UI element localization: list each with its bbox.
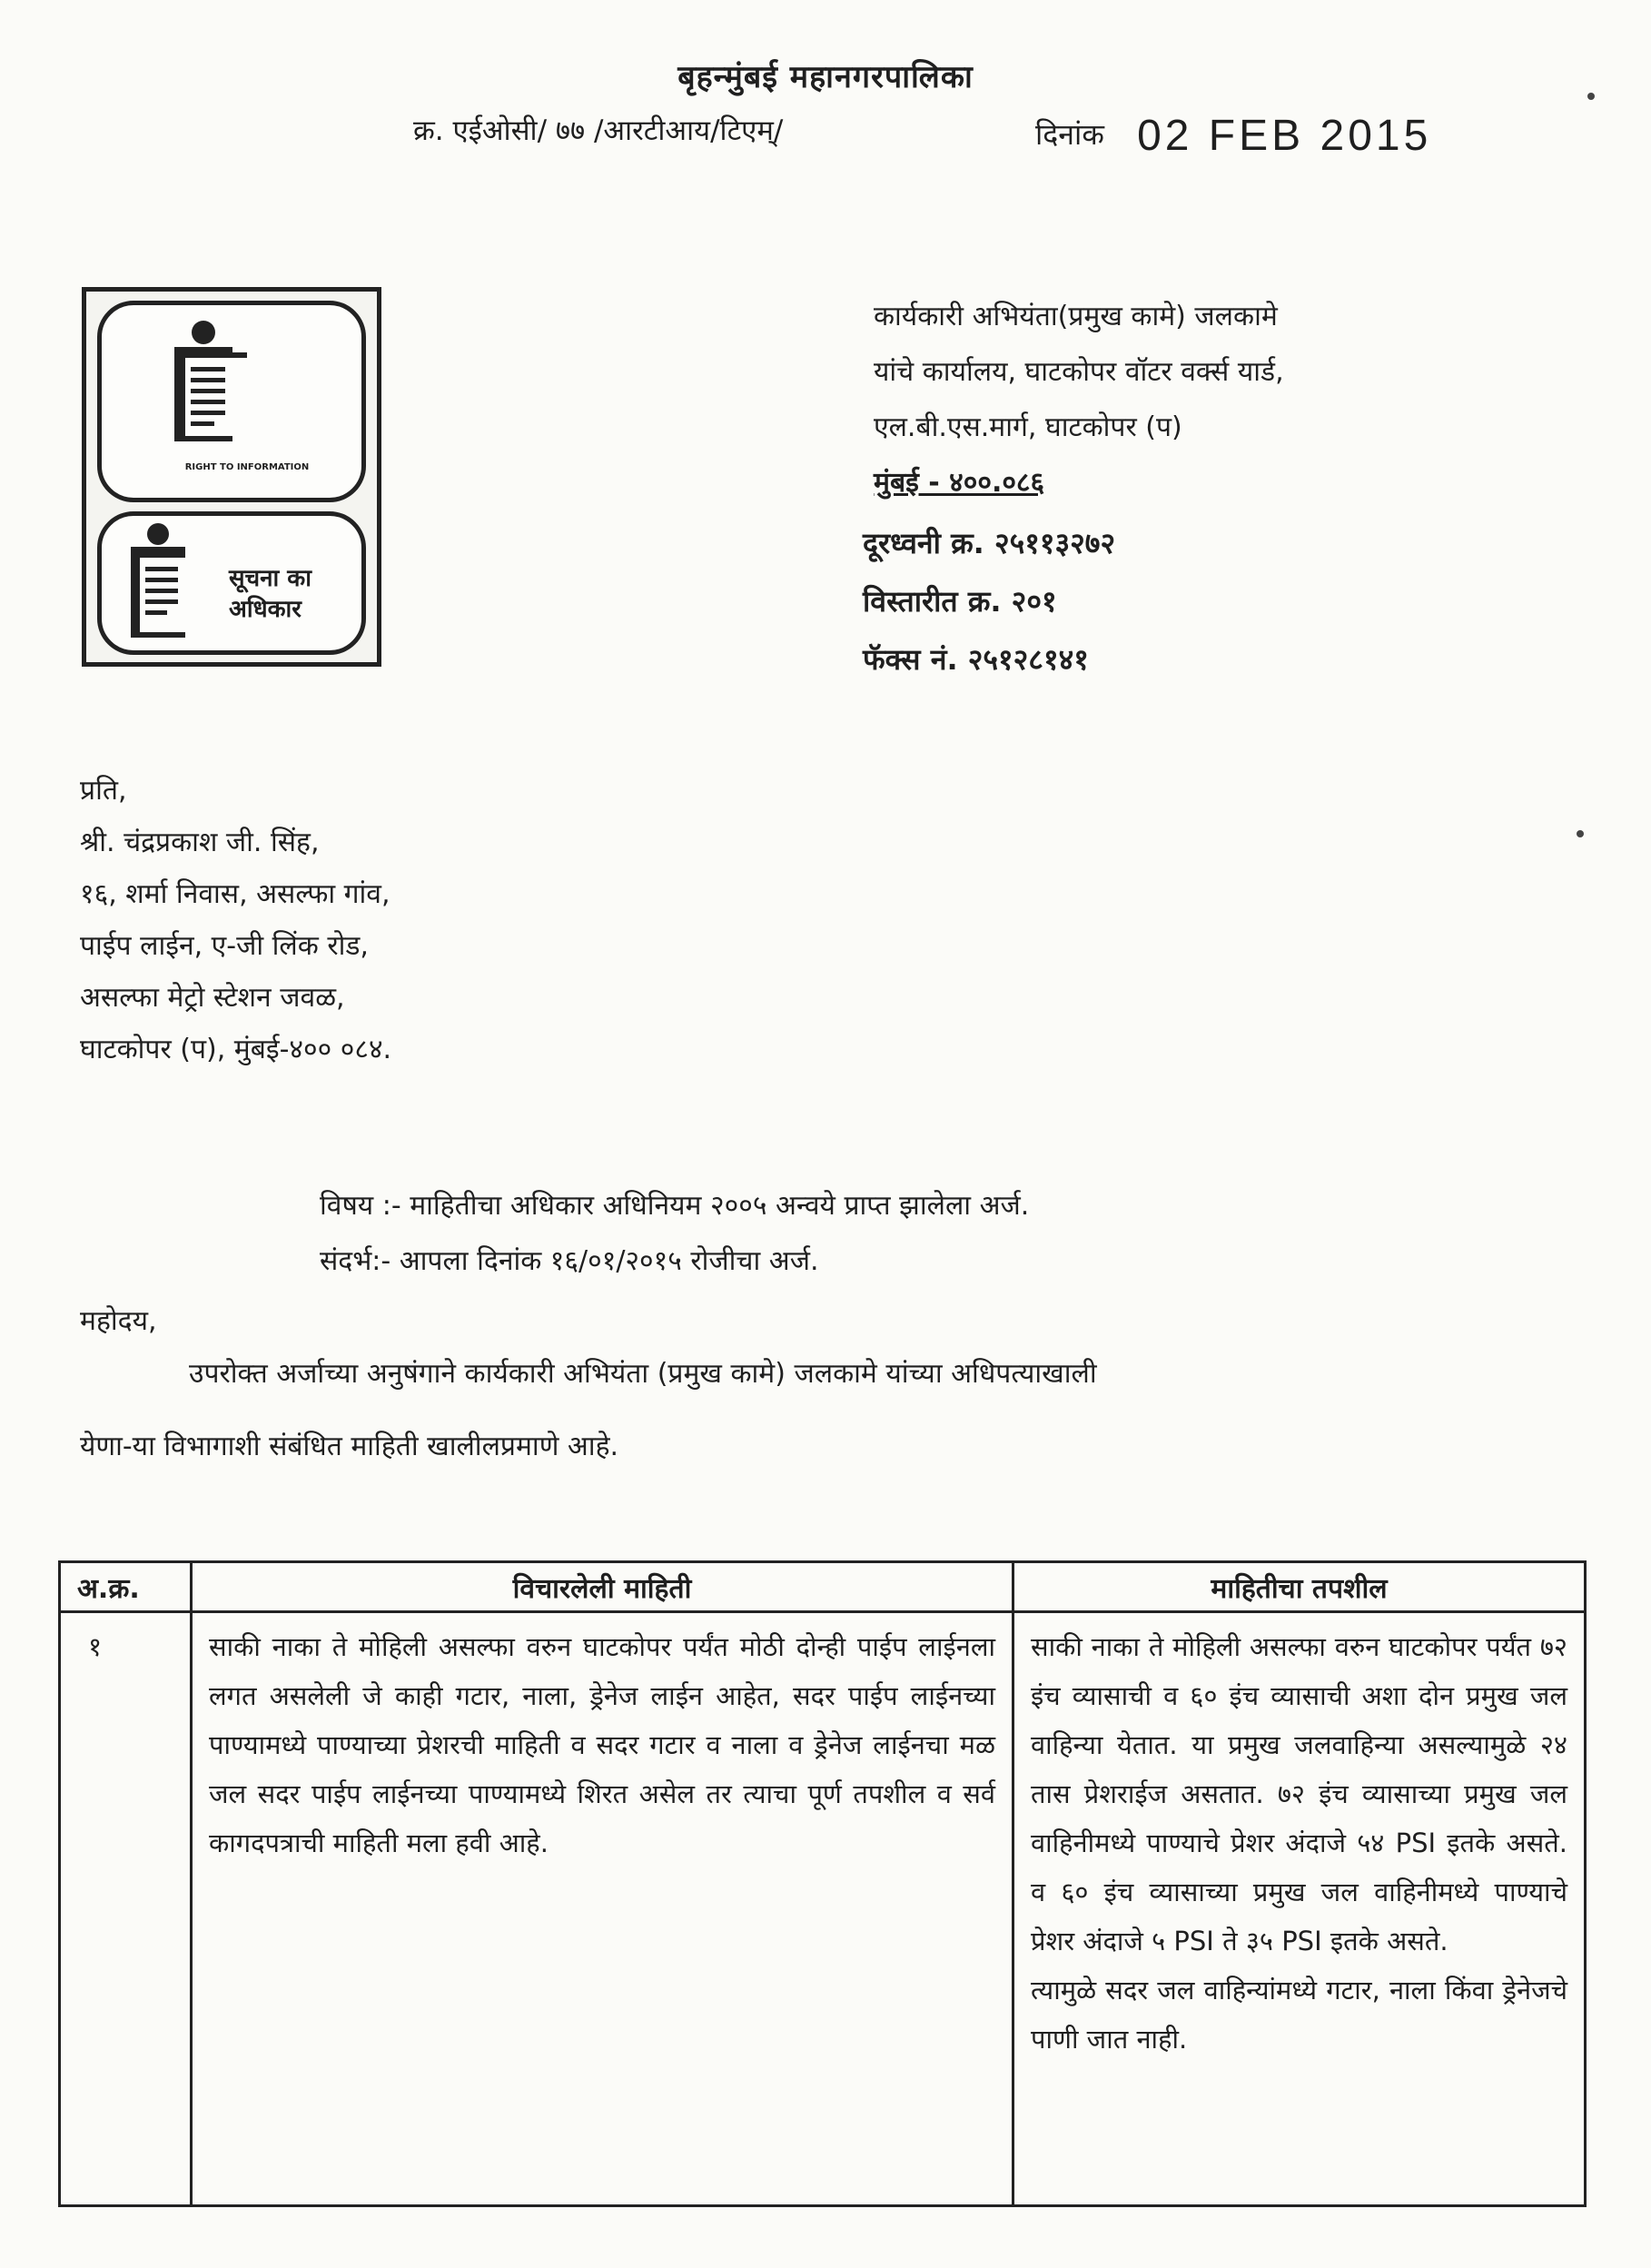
office-address bbox=[874, 289, 1618, 510]
row-serial: १ bbox=[60, 1612, 192, 2206]
rti-logo-english-panel bbox=[97, 301, 366, 502]
fax-number: फॅक्स नं. २५१२८१४१ bbox=[863, 642, 1089, 677]
rti-caption-hindi-line2: अधिकार bbox=[229, 596, 302, 623]
recipient-address-2: पाईप लाईन, ए-जी लिंक रोड, bbox=[80, 930, 369, 962]
row-requested-info: साकी नाका ते मोहिली असल्फा वरुन घाटकोपर पर्यंत मोठी दोन्ही पाईप लाईनला लगत असलेली जे काही गटार, नाला, ड्रेनेज लाईन आहेत, सदर पाईप लाईनच्या पाण्यामध्ये पाण्याच्या प्रेशरची माहिती व सदर गटार व नाला व ड्रेनेज लाईनचा मळ जल सदर पाईप लाईनच्या पाण्यामध्ये शिरत असेल तर त्याचा पूर्ण तपशील व सर्व कागदपत्राची माहिती मला हवी आहे. bbox=[192, 1612, 1013, 2206]
office-city-pincode: मुंबई - ४००.०८६ bbox=[874, 467, 1045, 499]
subject-block bbox=[320, 1178, 1029, 1289]
table-row bbox=[60, 1612, 1586, 2206]
document-person-icon bbox=[165, 316, 274, 452]
office-contacts bbox=[863, 514, 1115, 688]
rti-caption-hindi bbox=[229, 563, 311, 625]
rti-caption-english: RIGHT TO INFORMATION bbox=[184, 462, 310, 472]
header-info-details: माहितीचा तपशील bbox=[1013, 1562, 1586, 1612]
date-label: दिनांक bbox=[1035, 117, 1104, 152]
date-stamp: 02 FEB 2015 bbox=[1137, 112, 1432, 160]
recipient-block bbox=[80, 765, 391, 1075]
organization-name: बृहन्मुंबई महानगरपालिका bbox=[677, 59, 974, 95]
details-text: साकी नाका ते मोहिली असल्फा वरुन घाटकोपर पर्यंत ७२ इंच व्यासाची व ६० इंच व्यासाची अशा दोन प्रमुख जल वाहिन्या येतात. या प्रमुख जलवाहिन्या असल्यामुळे २४ तास प्रेशराईज असतात. ७२ इंच व्यासाच्या प्रमुख जल वाहिनीमध्ये पाण्याचे प्रेशर अंदाजे ५४ PSI इतके असते. व ६० इंच व्यासाच्या प्रमुख जल वाहिनीमध्ये पाण्याचे प्रेशर अंदाजे ५ PSI ते ३५ PSI इतके असते. bbox=[1031, 1631, 1567, 1956]
reference-number: क्र. एईओसी/ ७७ /आरटीआय/टिएम्/ bbox=[413, 114, 784, 147]
extension-number: विस्तारीत क्र. २०१ bbox=[863, 584, 1057, 619]
scan-speck bbox=[1587, 93, 1595, 100]
salutation: महोदय, bbox=[80, 1305, 157, 1337]
body-line-2: येणा-या विभागाशी संबंधित माहिती खालीलप्रमाणे आहे. bbox=[80, 1431, 619, 1462]
recipient-address-1: १६, शर्मा निवास, असल्फा गांव, bbox=[80, 878, 391, 910]
scan-speck bbox=[1577, 830, 1584, 837]
header-serial: अ.क्र. bbox=[60, 1562, 192, 1612]
table-header-row bbox=[60, 1562, 1586, 1612]
phone-number: दूरध्वनी क्र. २५११३२७२ bbox=[863, 526, 1116, 560]
document-person-icon bbox=[122, 520, 222, 647]
subject-line: विषय :- माहितीचा अधिकार अधिनियम २००५ अन्वये प्राप्त झालेला अर्ज. bbox=[320, 1190, 1030, 1222]
information-table bbox=[58, 1560, 1587, 2207]
recipient-address-4: घाटकोपर (प), मुंबई-४०० ०८४. bbox=[80, 1034, 392, 1065]
recipient-name: श्री. चंद्रप्रकाश जी. सिंह, bbox=[80, 827, 320, 858]
rti-logo bbox=[82, 287, 381, 667]
details-conclusion: त्यामुळे सदर जल वाहिन्यांमध्ये गटार, नाला किंवा ड्रेनेजचे पाणी जात नाही. bbox=[1031, 1975, 1567, 2055]
header-requested-info: विचारलेली माहिती bbox=[192, 1562, 1013, 1612]
recipient-address-3: असल्फा मेट्रो स्टेशन जवळ, bbox=[80, 982, 345, 1014]
body-line-1: उपरोक्त अर्जाच्या अनुषंगाने कार्यकारी अभियंता (प्रमुख कामे) जलकामे यांच्या अधिपत्याखाली bbox=[189, 1358, 1097, 1390]
date-block bbox=[1035, 105, 1432, 160]
rti-logo-hindi-panel bbox=[97, 511, 366, 655]
office-line-2: यांचे कार्यालय, घाटकोपर वॉटर वर्क्स यार्ड, bbox=[874, 356, 1284, 388]
reference-line: संदर्भ:- आपला दिनांक १६/०१/२०१५ रोजीचा अर्ज. bbox=[320, 1245, 819, 1277]
row-info-details bbox=[1013, 1612, 1586, 2206]
recipient-to-label: प्रति, bbox=[80, 775, 127, 807]
office-line-1: कार्यकारी अभियंता(प्रमुख कामे) जलकामे bbox=[874, 301, 1278, 332]
office-line-3: एल.बी.एस.मार्ग, घाटकोपर (प) bbox=[874, 411, 1182, 443]
rti-caption-hindi-line1: सूचना का bbox=[229, 565, 312, 592]
